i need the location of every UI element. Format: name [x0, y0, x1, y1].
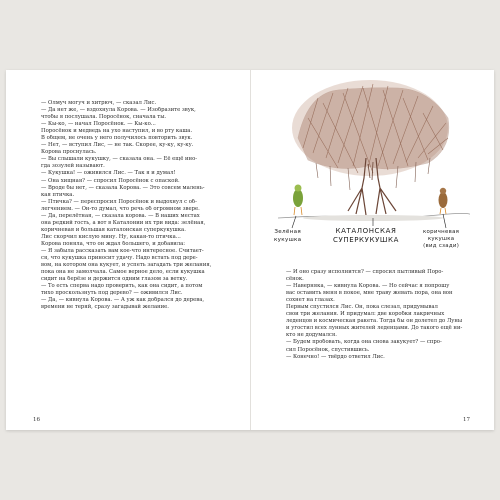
text-line: ся, что кукушка приносит удачу. Надо встать под дере-: [41, 255, 198, 262]
left-page: [6, 70, 250, 430]
text-line: — Будем пробовать, когда она снова закукует? — спро-: [286, 339, 442, 346]
label-catalan-line-2: СУПЕРКУКУШКА: [333, 236, 399, 244]
left-page-number: 16: [33, 417, 40, 423]
label-catalan-line-1: КАТАЛОНСКАЯ: [335, 227, 397, 235]
label-green-line-1: Зелёная: [274, 229, 301, 235]
label-brown-line-1: коричневая: [423, 229, 460, 235]
text-line: пока она не замолчала. Самое верное дело, если кукушка: [41, 269, 205, 276]
label-green-cuckoo: [274, 228, 301, 244]
right-page: [250, 70, 494, 430]
text-line: — Вы слышали кукушку, — сказала она. — Её ещё ино-: [41, 156, 198, 163]
text-line: Корова проснулась.: [41, 149, 97, 156]
text-line: сохнет на глазах.: [286, 297, 335, 304]
text-line: вом, на котором она кукует, и успеть загадать три желания,: [41, 262, 212, 269]
text-line: — Наверняка, — кивнула Корова. — Но сейчас я попрошу: [286, 283, 450, 290]
label-brown-line-3: (вид сзади): [423, 243, 460, 249]
text-line: В общем, не очень у него получилось повторить звук.: [41, 135, 193, 142]
text-line: — Я забыла рассказать вам кое-что интересное. Считает-: [41, 247, 204, 254]
right-page-text: [278, 269, 470, 361]
label-brown-line-2: кукушка: [427, 236, 455, 242]
text-line: — Кы-ко, — начал Поросёнок. — Кы-ко...: [41, 121, 156, 128]
text-line: она редкий гость, а вот в Каталонии их три вида: зелёная,: [41, 219, 206, 226]
text-line: тихо проскользнуть под дерево? — оживился Лис.: [41, 290, 183, 297]
text-line: коричневая и большая каталонская суперкукушка.: [41, 226, 186, 233]
text-line: — Олмуч могуч и хитрюч, — сказал Лис.: [41, 100, 157, 106]
text-line: — Да нет же, — вздохнула Корова. — Изобразите звук,: [41, 107, 196, 114]
text-line: Лис скорчил кислую мину. Ну, какая-то птичка...: [41, 233, 181, 240]
text-line: — Да, перелётная, — сказала корова. — В наших местах: [41, 212, 200, 219]
text-line: свои три желания. И придумал: две коробки лакричных: [286, 311, 445, 318]
text-line: вас оставить меня в покое, мне траву жевать пора, она вон: [286, 290, 453, 297]
tree-canopy: [292, 80, 449, 190]
text-line: сил Поросёнок, спустившись.: [286, 346, 370, 353]
text-line: гда зозулей называют.: [41, 163, 105, 170]
label-catalan-supercuckoo: [333, 227, 399, 245]
text-line: Поросёнок и медведь на ухо наступил, и во рту каша.: [41, 128, 193, 135]
text-line: — И оно сразу исполнится? — спросил пытливый Поро-: [286, 269, 444, 275]
text-line: — Кукушка! — оживился Лис. — Так я и думал!: [41, 170, 176, 177]
book-spread: [6, 70, 494, 430]
right-page-number: 17: [463, 417, 470, 423]
text-line: — Конечно! — твёрдо ответил Лис.: [286, 353, 385, 360]
text-line: — Да, — кивнула Корова. — А уж как добрался до дерева,: [41, 297, 205, 304]
text-line: сёнок.: [286, 276, 304, 283]
text-line: кая птичка.: [41, 191, 75, 198]
label-brown-cuckoo: [423, 229, 459, 250]
illustration: [274, 78, 470, 260]
text-line: чтобы я послушала. Поросёнок, сначала ты.: [41, 114, 167, 121]
text-line: — Нет, — вступил Лис, — не так. Скорее, ку-ку, ку-ку.: [41, 142, 194, 149]
text-line: Корова поняла, что он ждал большего, и добавила:: [41, 240, 186, 247]
text-line: леденцов и космическая ракета. Тогда бы он долетел до Луны: [286, 318, 463, 325]
text-line: — Вроде бы нет, — сказала Корова. — Это совсем малень-: [41, 184, 205, 191]
text-line: и угостил всех лунных жителей леденцами. До такого ещё ни-: [286, 325, 463, 332]
text-line: кто не додумался.: [286, 332, 337, 339]
left-page-text: [33, 100, 228, 311]
label-green-line-2: кукушка: [274, 237, 302, 243]
text-line: времени не теряй, сразу загадывай желание.: [41, 304, 169, 311]
text-line: — Она хищная? — спросил Поросёнок с опаской.: [41, 177, 180, 184]
text-line: сидит на берёзе и держится одним глазом за ветку.: [41, 276, 188, 283]
brown-cuckoo: [439, 188, 448, 214]
green-cuckoo: [293, 185, 303, 216]
text-line: — То есть сперва надо проверить, как она сидит, а потом: [41, 283, 203, 290]
text-line: Первым спустился Лис. Он, пока слезал, придумывал: [286, 304, 438, 311]
text-line: легчением. — Он-то думал, что речь об огромном звере.: [41, 205, 200, 212]
text-line: — Птичка? — переспросил Поросёнок и выдохнул с об-: [41, 198, 197, 205]
